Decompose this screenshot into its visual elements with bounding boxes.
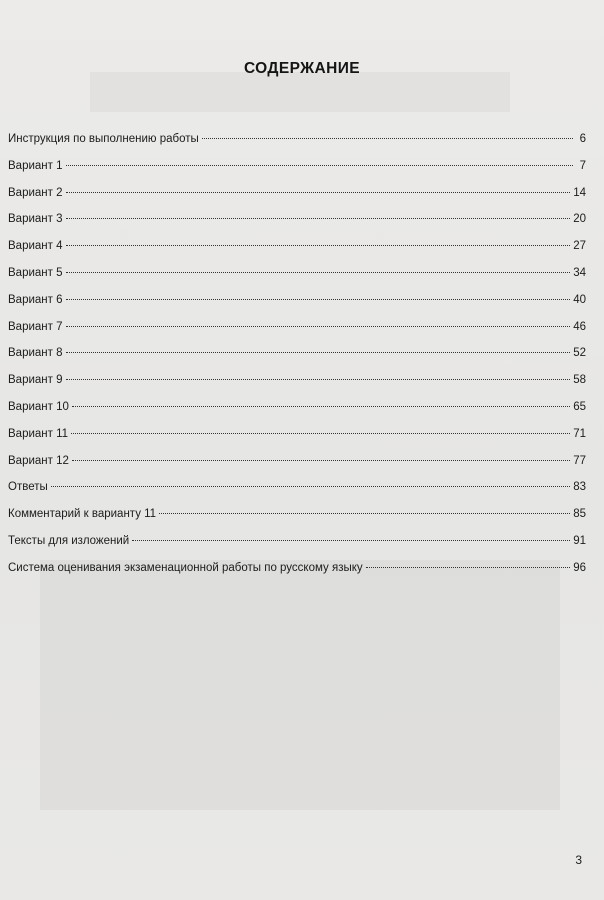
toc-entry-label: Ответы	[8, 481, 48, 494]
toc-entry-label: Вариант 4	[8, 240, 63, 253]
toc-entry-label: Вариант 11	[8, 427, 69, 440]
toc-entry	[8, 160, 586, 187]
toc-entry-label: Вариант 6	[8, 293, 63, 306]
table-of-contents	[8, 133, 586, 589]
toc-leader-dots	[159, 513, 570, 514]
toc-entry-page: 96	[573, 561, 586, 574]
toc-leader-dots	[66, 218, 571, 219]
toc-leader-dots	[66, 299, 571, 300]
toc-entry-page: 40	[573, 293, 586, 306]
toc-entry-label: Вариант 10	[8, 400, 69, 413]
toc-entry	[8, 347, 586, 374]
toc-entry	[8, 374, 586, 401]
toc-leader-dots	[66, 352, 571, 353]
toc-entry	[8, 455, 586, 482]
toc-entry-page: 71	[573, 427, 586, 440]
toc-leader-dots	[132, 540, 570, 541]
toc-entry-page: 6	[579, 133, 586, 145]
toc-leader-dots	[51, 486, 570, 487]
toc-entry-label: Инструкция по выполнению работы	[8, 133, 199, 145]
toc-leader-dots	[66, 192, 571, 193]
toc-leader-dots	[66, 379, 571, 380]
toc-entry-page: 65	[573, 400, 586, 413]
toc-entry-page: 85	[573, 508, 586, 521]
toc-entry-label: Комментарий к варианту 11	[8, 508, 157, 521]
toc-entry-page: 7	[579, 159, 586, 172]
toc-entry	[8, 294, 586, 321]
toc-entry-label: Тексты для изложений	[8, 534, 130, 547]
toc-entry	[8, 428, 586, 455]
toc-entry-page: 91	[573, 534, 586, 547]
toc-entry-label: Вариант 8	[8, 347, 63, 360]
toc-entry-page: 27	[573, 240, 586, 253]
show-through-texture	[40, 560, 560, 810]
toc-leader-dots	[71, 433, 570, 434]
show-through-texture	[90, 72, 510, 112]
toc-leader-dots	[66, 326, 571, 327]
toc-leader-dots	[72, 460, 570, 461]
toc-entry-label: Вариант 1	[8, 159, 63, 172]
toc-entry	[8, 535, 586, 562]
toc-entry-page: 20	[573, 213, 586, 226]
toc-leader-dots	[72, 406, 570, 407]
toc-entry-page: 83	[573, 481, 586, 494]
toc-entry	[8, 133, 586, 160]
toc-entry	[8, 213, 586, 240]
toc-entry	[8, 481, 586, 508]
toc-entry-label: Вариант 9	[8, 374, 63, 387]
toc-entry	[8, 562, 586, 589]
toc-entry	[8, 240, 586, 267]
toc-entry	[8, 508, 586, 535]
toc-leader-dots	[66, 165, 574, 166]
toc-entry-page: 46	[573, 320, 586, 333]
toc-entry-page: 14	[573, 186, 586, 199]
toc-entry-page: 34	[573, 266, 586, 279]
toc-entry-page: 58	[573, 374, 586, 387]
toc-entry-label: Вариант 12	[8, 454, 69, 467]
toc-entry	[8, 321, 586, 348]
toc-entry-label: Вариант 2	[8, 186, 63, 199]
toc-entry-page: 52	[573, 347, 586, 360]
toc-entry	[8, 267, 586, 294]
toc-entry-label: Вариант 7	[8, 320, 63, 333]
toc-leader-dots	[66, 245, 571, 246]
page-title: СОДЕРЖАНИЕ	[243, 60, 361, 77]
toc-entry-label: Вариант 3	[8, 213, 63, 226]
toc-entry	[8, 187, 586, 214]
toc-leader-dots	[66, 272, 571, 273]
toc-entry-page: 77	[573, 454, 586, 467]
toc-entry-label: Система оценивания экзаменационной работы по русскому языку	[8, 561, 363, 574]
toc-entry-label: Вариант 5	[8, 266, 63, 279]
toc-entry	[8, 401, 586, 428]
page-number: 3	[575, 853, 582, 867]
toc-leader-dots	[202, 138, 573, 139]
toc-leader-dots	[366, 567, 571, 568]
